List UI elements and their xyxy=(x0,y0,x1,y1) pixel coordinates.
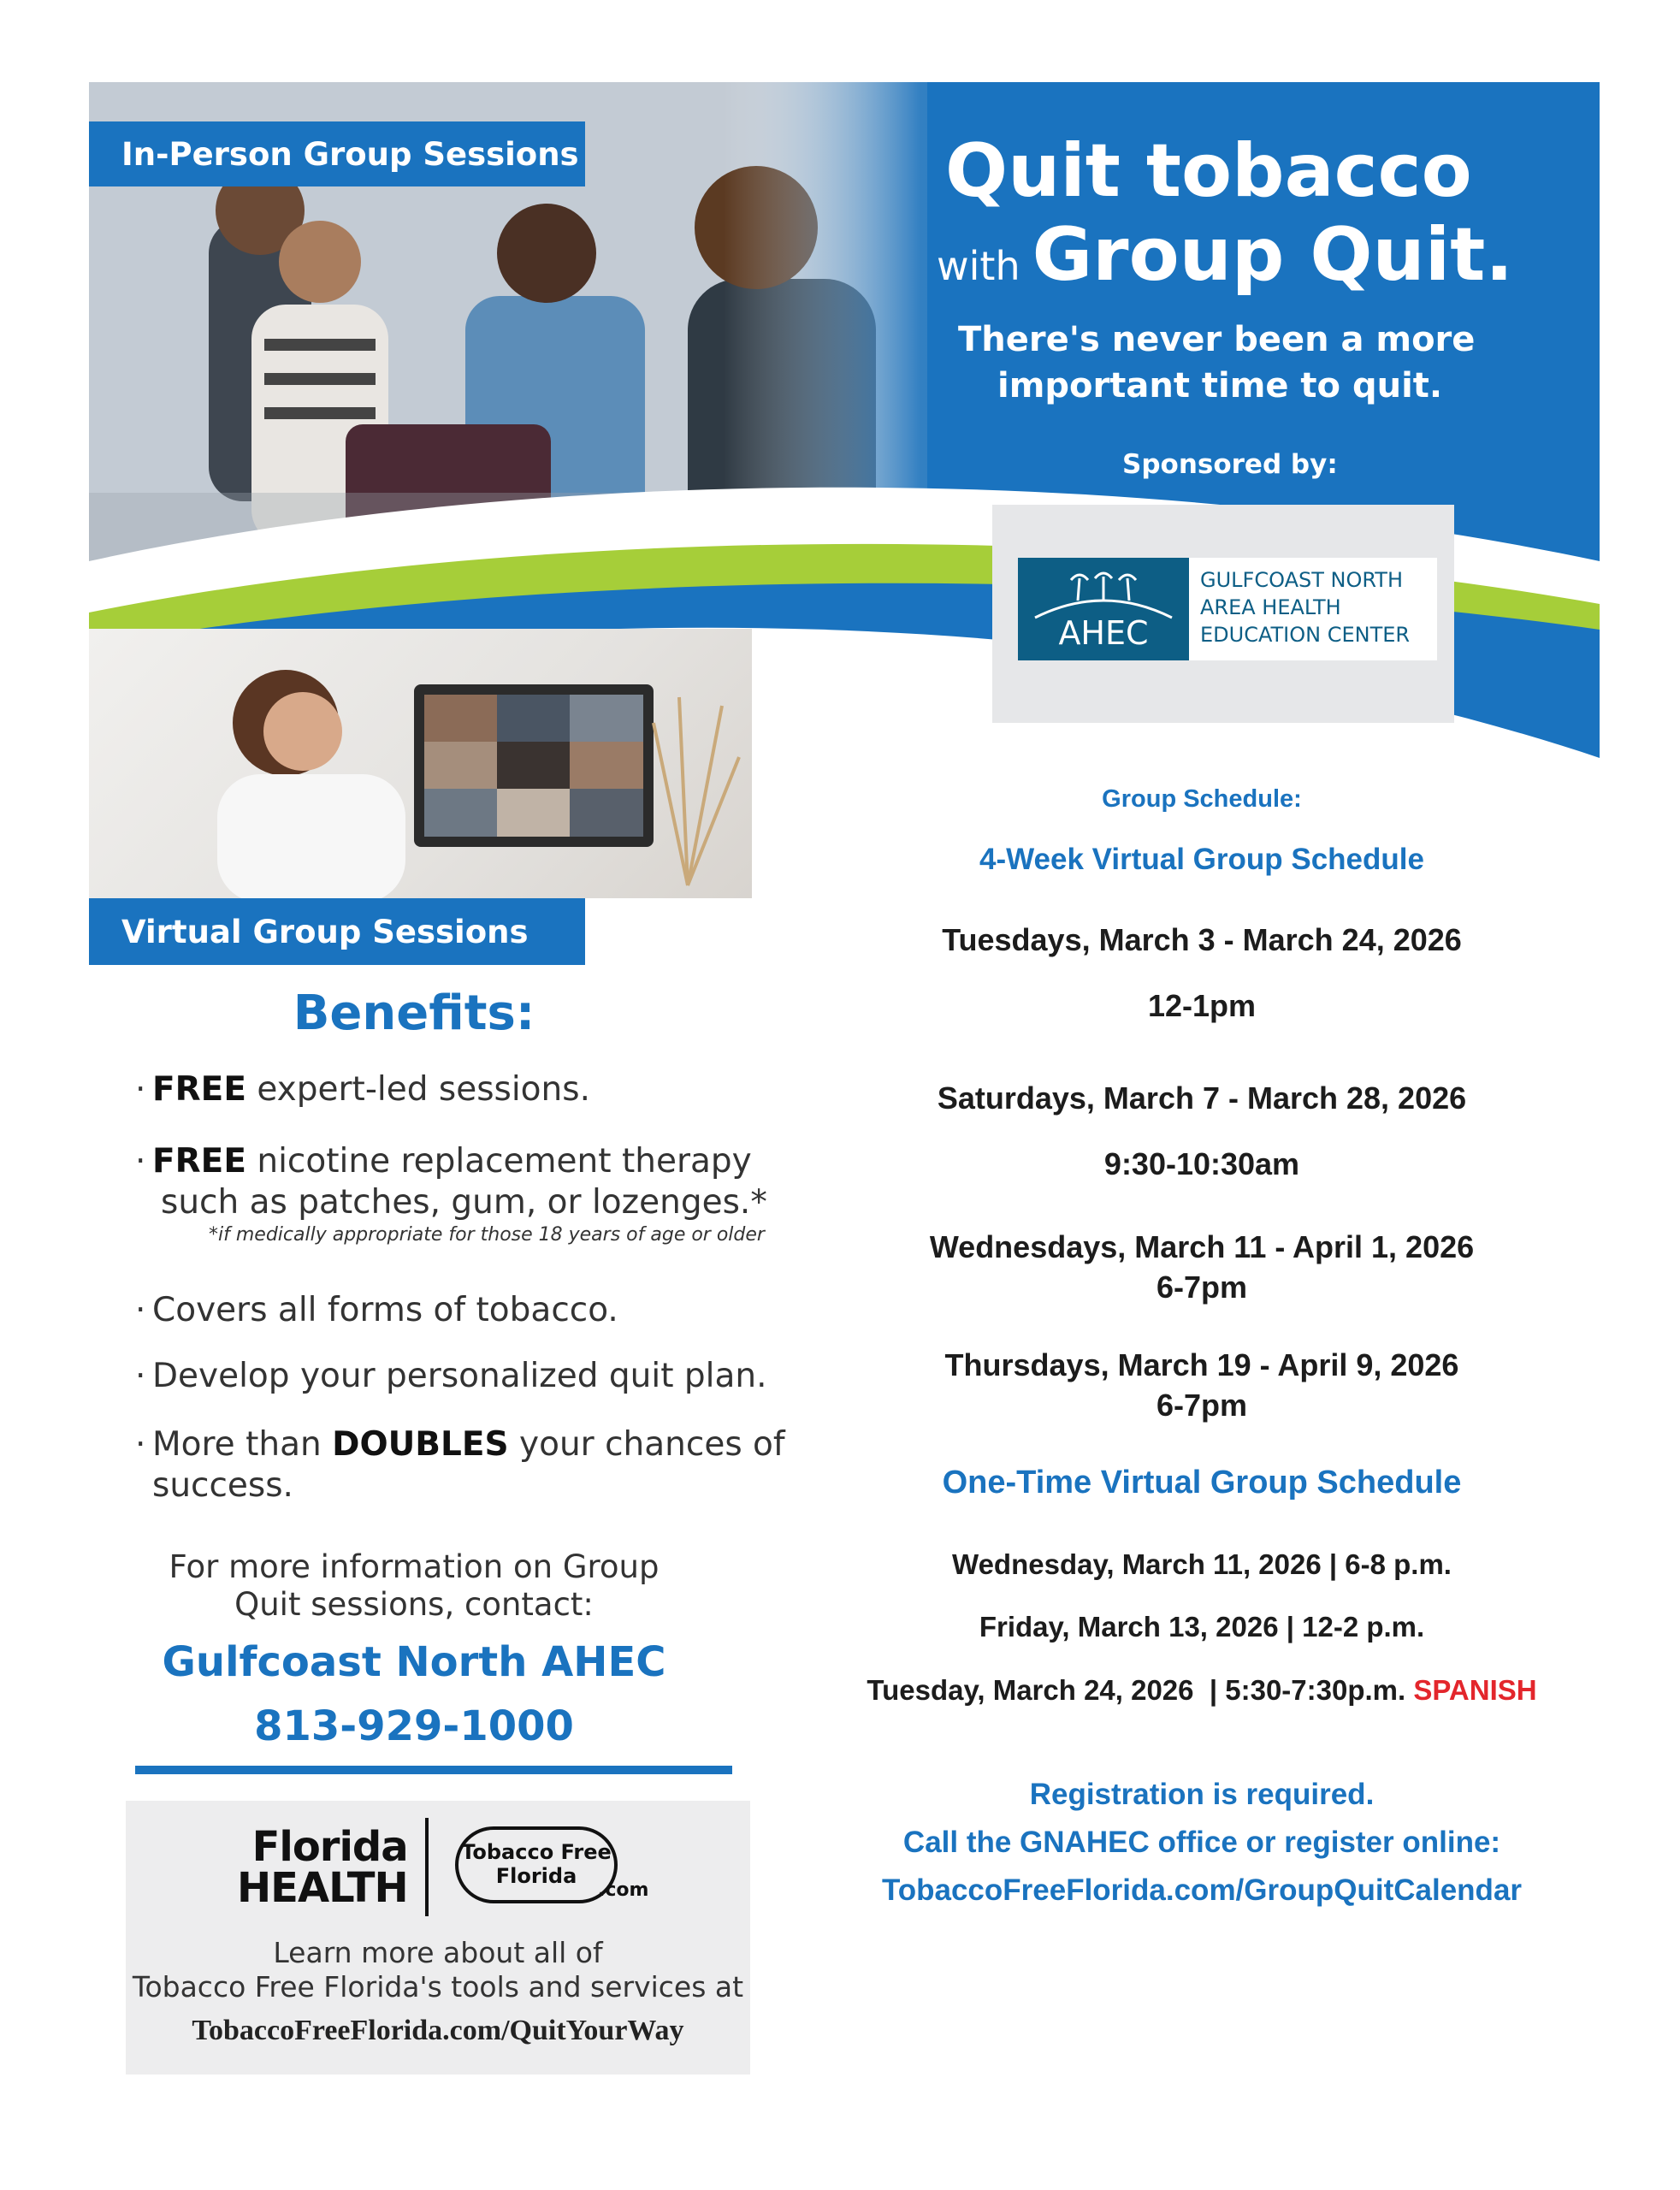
benefit-item-5: · More than DOUBLES your chances of success. xyxy=(135,1425,785,1505)
four-week-title: 4-Week Virtual Group Schedule xyxy=(979,843,1424,876)
florida-health-line2: HEALTH xyxy=(237,1864,408,1912)
contact-info-line1: For more information on Group xyxy=(169,1548,660,1585)
one-time-3-text: Tuesday, March 24, 2026 | 5:30-7:30p.m. xyxy=(867,1674,1414,1706)
benefit-item-2: · FREE nicotine replacement therapy such as patches, gum, or lozenges.* *if medically appropriate for those 18 years of age or older xyxy=(135,1141,785,1247)
hero-subtitle xyxy=(958,317,1475,409)
schedule-heading: Group Schedule: xyxy=(1102,785,1302,813)
sponsored-label: Sponsored by: xyxy=(1122,449,1338,480)
sponsor-name xyxy=(1200,566,1410,648)
learn-more xyxy=(126,1936,750,2004)
sponsor-name-line2: AREA HEALTH xyxy=(1200,595,1341,619)
spanish-badge: SPANISH xyxy=(1413,1674,1537,1706)
hero-subtitle-line1: There's never been a more xyxy=(958,320,1476,359)
benefit-text: Covers all forms of tobacco. xyxy=(152,1291,618,1329)
registration xyxy=(817,1771,1587,1915)
virtual-photo-art xyxy=(89,629,752,898)
four-week-time-1: 12-1pm xyxy=(1147,988,1257,1023)
sponsor-logo xyxy=(1018,558,1437,660)
hero-with: with xyxy=(937,243,1020,289)
florida-health-line1: Florida xyxy=(251,1823,408,1871)
benefit-text-line2: such as patches, gum, or lozenges.* xyxy=(161,1183,767,1222)
virtual-label: Virtual Group Sessions xyxy=(89,898,585,965)
logo-divider xyxy=(425,1818,429,1916)
four-week-days-4: Thursdays, March 19 - April 9, 2026 xyxy=(944,1347,1459,1382)
benefit-bold: FREE xyxy=(152,1142,246,1181)
ahec-logo-text: AHEC xyxy=(1058,614,1149,652)
tff-line2: Florida xyxy=(495,1864,577,1888)
virtual-photo xyxy=(89,629,752,898)
divider xyxy=(135,1766,732,1774)
inperson-label: In-Person Group Sessions xyxy=(89,121,585,186)
benefit-item-3: · Covers all forms of tobacco. xyxy=(135,1291,618,1329)
ahec-mark xyxy=(1018,558,1189,660)
four-week-days-3: Wednesdays, March 11 - April 1, 2026 xyxy=(929,1229,1475,1264)
benefit-text-line2: success. xyxy=(152,1466,293,1505)
registration-line1: Registration is required. xyxy=(1029,1778,1375,1811)
one-time-title: One-Time Virtual Group Schedule xyxy=(942,1465,1462,1500)
tff-com: .com xyxy=(598,1879,649,1901)
benefit-pre: More than xyxy=(152,1425,333,1464)
benefit-bold: FREE xyxy=(152,1070,246,1109)
benefit-text: expert-led sessions. xyxy=(245,1070,590,1109)
benefit-bold: DOUBLES xyxy=(332,1425,509,1464)
one-time-3 xyxy=(817,1674,1587,1707)
tobacco-free-florida-logo xyxy=(455,1826,618,1903)
four-week-days-1: Tuesdays, March 3 - March 24, 2026 xyxy=(942,922,1462,957)
contact-org: Gulfcoast North AHEC xyxy=(162,1638,666,1686)
hero-title-line2 xyxy=(937,212,1513,298)
one-time-1: Wednesday, March 11, 2026 | 6-8 p.m. xyxy=(952,1548,1452,1580)
contact-info xyxy=(89,1548,739,1624)
one-time-2: Friday, March 13, 2026 | 12-2 p.m. xyxy=(979,1611,1425,1642)
hero-subtitle-line2: important time to quit. xyxy=(997,366,1443,405)
benefit-note: *if medically appropriate for those 18 years of age or older xyxy=(209,1224,765,1246)
hero-group-quit: Group Quit. xyxy=(1032,212,1513,298)
florida-health-logo xyxy=(237,1823,408,1912)
learn-more-line2: Tobacco Free Florida's tools and services at xyxy=(132,1970,744,2004)
benefit-item-4: · Develop your personalized quit plan. xyxy=(135,1357,767,1395)
hero-title-line1: Quit tobacco xyxy=(945,128,1472,214)
registration-line2: Call the GNAHEC office or register online: xyxy=(902,1826,1501,1859)
four-week-time-2: 9:30-10:30am xyxy=(1103,1146,1300,1181)
learn-more-line1: Learn more about all of xyxy=(273,1936,603,1969)
benefit-text: Develop your personalized quit plan. xyxy=(152,1357,767,1395)
four-week-time-4: 6-7pm xyxy=(1156,1388,1248,1423)
quit-your-way-link[interactable]: TobaccoFreeFlorida.com/QuitYourWay xyxy=(192,2015,684,2046)
four-week-days-2: Saturdays, March 7 - March 28, 2026 xyxy=(937,1080,1467,1116)
benefits-title: Benefits: xyxy=(293,986,535,1041)
virtual-label-gap xyxy=(585,898,752,965)
benefit-item-1: · FREE expert-led sessions. xyxy=(135,1070,590,1109)
contact-info-line2: Quit sessions, contact: xyxy=(234,1586,594,1623)
sponsor-name-line3: EDUCATION CENTER xyxy=(1200,623,1411,647)
benefit-text: your chances of xyxy=(508,1425,785,1464)
benefit-text: nicotine replacement therapy xyxy=(245,1142,752,1181)
sponsor-logo-box xyxy=(992,505,1454,723)
group-quit-calendar-link[interactable]: TobaccoFreeFlorida.com/GroupQuitCalendar xyxy=(881,1873,1523,1907)
footer-box xyxy=(126,1801,750,2075)
contact-phone[interactable]: 813-929-1000 xyxy=(254,1702,574,1750)
tff-line1: Tobacco Free xyxy=(461,1840,612,1864)
sponsor-name-line1: GULFCOAST NORTH xyxy=(1200,568,1403,592)
four-week-time-3: 6-7pm xyxy=(1156,1270,1248,1305)
